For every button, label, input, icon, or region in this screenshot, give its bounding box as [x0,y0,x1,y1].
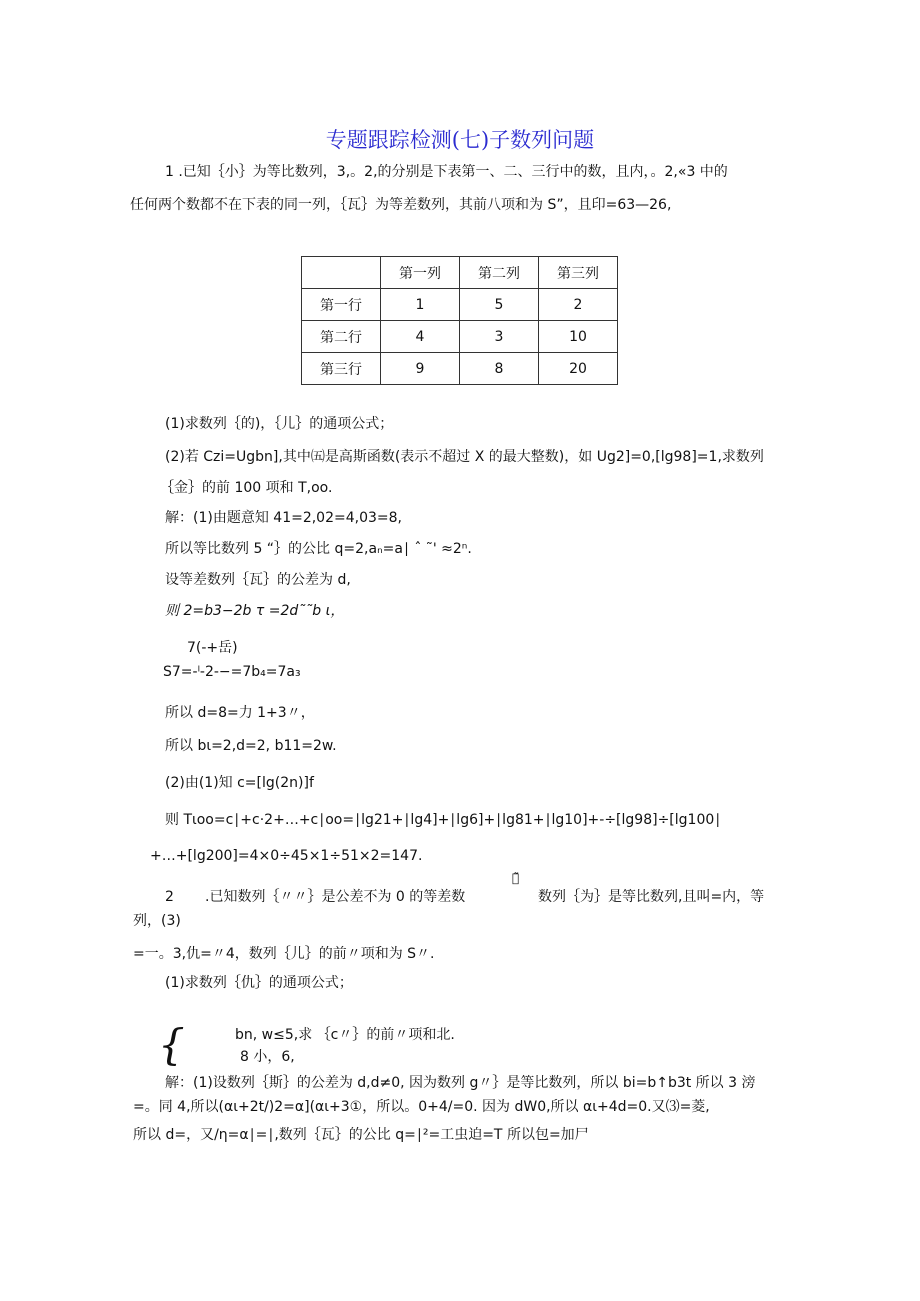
page-title: 专题跟踪检测(七)子数列问题 [325,128,595,152]
solution-line: 解：(1)设数列｛斯｝的公差为 d,d≠0, 因为数列 g〃｝是等比数列，所以 bi=b↑b3t 所以 3 滂 [165,1075,756,1091]
table-cell: 第三行 [302,353,381,385]
table-cell: 10 [539,321,618,353]
q1-part2-line2: ｛金｝的前 100 项和 T,oo. [160,480,333,496]
q2-number: 2 [165,889,174,905]
q2-line1b: 数列｛为｝是等比数列,且叫=内，等 [538,889,765,905]
solution-line: 7(-+岳) [187,640,238,656]
q1-line1: 1 .已知｛小｝为等比数列，3,。2,的分别是下表第一、二、三行中的数，且内，。2,«3 中的 [165,164,728,180]
solution-line: 解：(1)由题意知 41=2,02=4,03=8, [165,510,402,526]
solution-line: 则 Tιoo=c∣+c·2+…+c∣oo=∣lg21+∣lg4]+∣lg6]+∣lg81+∣lg10]+-÷[lg98]÷[lg100∣ [165,812,722,828]
q1-line2: 任何两个数都不在下表的同一列，｛瓦｝为等差数列，其前八项和为 S”，且印=63—26, [130,197,672,213]
solution-line: 设等差数列｛瓦｝的公差为 d, [165,572,351,588]
q2-mark: ﾐ͂ [512,871,520,885]
solution-line: (2)由(1)知 c=[lg(2n)]f [165,775,314,791]
solution-line: 所以 d=，又/η=α∣=∣,数列｛瓦｝的公比 q=∣²=工虫迫=T 所以包=加尸 [133,1127,589,1143]
table-cell: 8 [460,353,539,385]
table-cell: 第二行 [302,321,381,353]
table-row [302,321,618,353]
solution-line: 所以等比数列 5 “｝的公比 q=2,aₙ=a∣ ˆ ˜' ≈2ⁿ. [165,541,472,557]
solution-line: +…+[lg200]=4×0÷45×1÷51×2=147. [150,848,423,864]
q2-part1: (1)求数列｛仇｝的通项公式； [165,975,353,991]
q2-case1: bn, w≤5,求 ｛c〃｝的前〃项和北. [235,1027,455,1043]
table-header: 第一列 [381,257,460,289]
q2-line1a: .已知数列｛〃〃｝是公差不为 0 的等差数 [205,889,466,905]
table-cell: 9 [381,353,460,385]
q2-line1c: 列，(3) [133,913,181,929]
q2-case2: 8 小，6, [240,1049,295,1065]
table-cell: 第一行 [302,289,381,321]
table-cell: 3 [460,321,539,353]
solution-line: =。同 4,所以(αι+2t/)2=α](αι+3①，所以。0+4/=0. 因为 dW0,所以 αι+4d=0.又⑶=菱, [133,1099,710,1115]
q1-part2-line1: (2)若 Czi=Ugbn],其中㈤是高斯函数(表示不超过 X 的最大整数)，如 Ug2]=0,[lg98]=1,求数列 [165,449,764,465]
brace-icon: { [158,1020,185,1069]
table-cell: 5 [460,289,539,321]
table-cell: 20 [539,353,618,385]
solution-line: 所以 d=8=力 1+3〃， [165,705,315,721]
table-header [302,257,381,289]
data-table [301,256,618,385]
table-cell: 2 [539,289,618,321]
q2-line2: =一。3,仇=〃4，数列｛儿｝的前〃项和为 S〃. [133,946,435,962]
solution-line: 所以 bι=2,d=2, b11=2w. [165,738,337,754]
q1-part1: (1)求数列｛的)，｛儿｝的通项公式； [165,416,394,432]
table-cell: 4 [381,321,460,353]
table-cell: 1 [381,289,460,321]
solution-line: S7=-ˡ-2-−=7b₄=7a₃ [163,664,301,680]
table-row [302,289,618,321]
table-header-row [302,257,618,289]
table-header: 第二列 [460,257,539,289]
table-header: 第三列 [539,257,618,289]
solution-line: 则 2=b3−2b τ =2d˜˜b ι， [165,603,345,619]
table-row [302,353,618,385]
